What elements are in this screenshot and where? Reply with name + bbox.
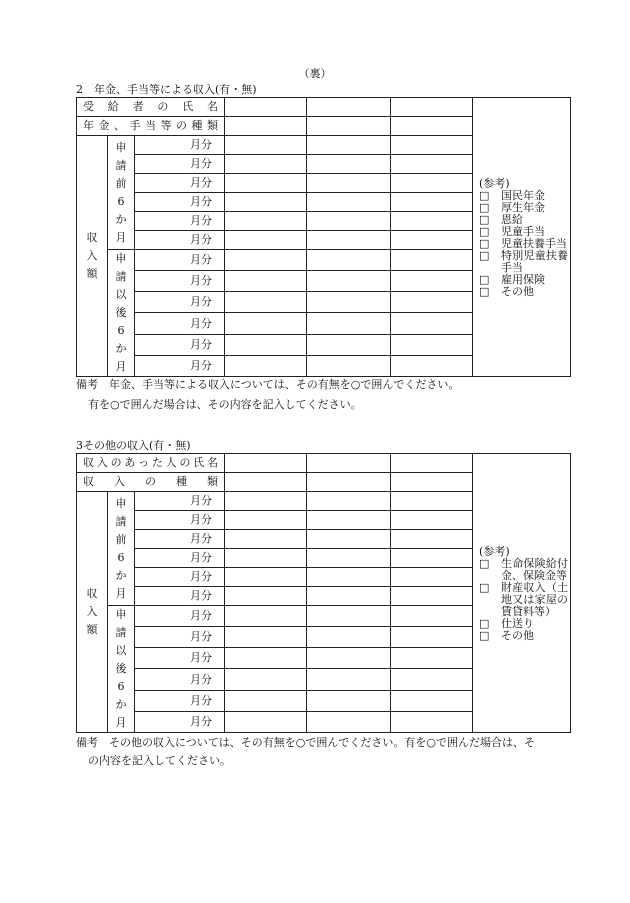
- amount-cell-3[interactable]: [391, 136, 473, 155]
- month-cell[interactable]: 月分: [135, 212, 225, 231]
- amount-cell-1[interactable]: [225, 313, 307, 334]
- amount-cell-2[interactable]: [307, 511, 391, 530]
- reference-item-label: 恩給: [501, 213, 524, 226]
- month-cell[interactable]: 月分: [135, 155, 225, 174]
- month-cell[interactable]: 月分: [135, 568, 225, 587]
- month-cell[interactable]: 月分: [135, 292, 225, 313]
- section2-note-line2: の内容を記入してください。: [88, 754, 231, 767]
- month-cell[interactable]: 月分: [135, 193, 225, 212]
- amount-cell-3[interactable]: [391, 492, 473, 511]
- amount-cell-3[interactable]: [391, 334, 473, 355]
- amount-cell-3[interactable]: [391, 313, 473, 334]
- name-cell-2[interactable]: [307, 454, 391, 473]
- month-cell[interactable]: 月分: [135, 549, 225, 568]
- amount-cell-3[interactable]: [391, 292, 473, 313]
- reference-item-label: 生命保険給付金、保険金等: [501, 557, 569, 582]
- reference-item: [479, 630, 568, 642]
- amount-cell-1[interactable]: [225, 606, 307, 627]
- amount-cell-3[interactable]: [391, 627, 473, 648]
- checkbox-icon[interactable]: □: [479, 617, 490, 630]
- reference-item: [479, 250, 568, 274]
- type-cell-1[interactable]: [225, 473, 307, 492]
- amount-cell-2[interactable]: [307, 250, 391, 271]
- amount-cell-2[interactable]: [307, 530, 391, 549]
- amount-cell-3[interactable]: [391, 271, 473, 292]
- checkbox-icon[interactable]: □: [479, 557, 490, 570]
- amount-cell-1[interactable]: [225, 568, 307, 587]
- type-label: 年金、手当等の種類: [77, 117, 225, 136]
- checkbox-icon[interactable]: □: [479, 201, 490, 214]
- amount-cell-3[interactable]: [391, 606, 473, 627]
- table-row: [77, 454, 571, 473]
- reference-item: [479, 286, 568, 298]
- amount-label: 収 入 額: [77, 136, 108, 377]
- amount-cell-1[interactable]: [225, 193, 307, 212]
- reference-item-label: 児童手当: [501, 225, 546, 238]
- month-cell[interactable]: 月分: [135, 136, 225, 155]
- amount-label: 収 入 額: [77, 492, 108, 733]
- name-cell-3[interactable]: [391, 454, 473, 473]
- name-cell-1[interactable]: [225, 98, 307, 117]
- after-application-label: 申 請 以 後 6 か 月: [108, 250, 135, 377]
- other-income-table: [76, 453, 571, 733]
- amount-cell-3[interactable]: [391, 587, 473, 606]
- amount-cell-2[interactable]: [307, 606, 391, 627]
- table-row: [77, 98, 571, 117]
- amount-cell-2[interactable]: [307, 492, 391, 511]
- amount-cell-1[interactable]: [225, 355, 307, 376]
- amount-cell-1[interactable]: [225, 711, 307, 732]
- amount-cell-2[interactable]: [307, 587, 391, 606]
- amount-cell-1[interactable]: [225, 530, 307, 549]
- section1-note-line2: 有を○で囲んだ場合は、その内容を記入してください。: [88, 398, 362, 411]
- reference-item-label: その他: [501, 629, 535, 642]
- reference-item: [479, 558, 568, 582]
- amount-cell-1[interactable]: [225, 627, 307, 648]
- reference-list: [473, 98, 571, 377]
- amount-cell-1[interactable]: [225, 136, 307, 155]
- month-cell[interactable]: 月分: [135, 690, 225, 711]
- reference-item-label: 財産収入（土地又は家屋の賃貸料等）: [501, 581, 569, 618]
- amount-cell-2[interactable]: [307, 313, 391, 334]
- checkbox-icon[interactable]: □: [479, 249, 490, 262]
- reference-item-label: 厚生年金: [501, 201, 546, 214]
- amount-cell-3[interactable]: [391, 648, 473, 669]
- month-cell[interactable]: 月分: [135, 313, 225, 334]
- amount-cell-2[interactable]: [307, 568, 391, 587]
- amount-cell-2[interactable]: [307, 174, 391, 193]
- amount-cell-2[interactable]: [307, 155, 391, 174]
- amount-cell-3[interactable]: [391, 549, 473, 568]
- type-cell-2[interactable]: [307, 117, 391, 136]
- amount-cell-1[interactable]: [225, 492, 307, 511]
- month-cell[interactable]: 月分: [135, 174, 225, 193]
- name-label: 収入のあった人の氏名: [77, 454, 225, 473]
- type-label: 収入の種類: [77, 473, 225, 492]
- month-cell[interactable]: 月分: [135, 355, 225, 376]
- checkbox-icon[interactable]: □: [479, 581, 490, 594]
- amount-cell-2[interactable]: [307, 690, 391, 711]
- reference-item-label: 特別児童扶養手当: [501, 249, 569, 274]
- amount-cell-3[interactable]: [391, 212, 473, 231]
- month-cell[interactable]: 月分: [135, 271, 225, 292]
- month-cell[interactable]: 月分: [135, 648, 225, 669]
- amount-cell-2[interactable]: [307, 334, 391, 355]
- amount-cell-1[interactable]: [225, 231, 307, 250]
- amount-cell-3[interactable]: [391, 174, 473, 193]
- amount-cell-1[interactable]: [225, 155, 307, 174]
- month-cell[interactable]: 月分: [135, 511, 225, 530]
- reference-item-label: 仕送り: [501, 617, 535, 630]
- amount-cell-2[interactable]: [307, 355, 391, 376]
- before-application-label: 申 請 前 6 か 月: [108, 492, 135, 606]
- amount-cell-2[interactable]: [307, 193, 391, 212]
- section1-title: 2 年金、手当等による収入(有・無): [76, 83, 257, 96]
- checkbox-icon[interactable]: □: [479, 273, 490, 286]
- month-cell[interactable]: 月分: [135, 587, 225, 606]
- before-application-label: 申 請 前 6 か 月: [108, 136, 135, 250]
- month-cell[interactable]: 月分: [135, 231, 225, 250]
- section2-title: 3その他の収入(有・無): [76, 439, 191, 452]
- amount-cell-1[interactable]: [225, 587, 307, 606]
- amount-cell-1[interactable]: [225, 690, 307, 711]
- amount-cell-3[interactable]: [391, 193, 473, 212]
- amount-cell-2[interactable]: [307, 648, 391, 669]
- amount-cell-2[interactable]: [307, 627, 391, 648]
- amount-cell-1[interactable]: [225, 174, 307, 193]
- name-cell-1[interactable]: [225, 454, 307, 473]
- amount-cell-2[interactable]: [307, 549, 391, 568]
- amount-cell-1[interactable]: [225, 511, 307, 530]
- reference-title: (参考): [479, 545, 510, 558]
- amount-cell-2[interactable]: [307, 669, 391, 690]
- month-cell[interactable]: 月分: [135, 669, 225, 690]
- month-cell[interactable]: 月分: [135, 250, 225, 271]
- amount-cell-1[interactable]: [225, 271, 307, 292]
- checkbox-icon[interactable]: □: [479, 213, 490, 226]
- amount-cell-2[interactable]: [307, 711, 391, 732]
- page-side-label: （裏）: [298, 67, 332, 80]
- reference-item-label: その他: [501, 285, 535, 298]
- pension-income-table: [76, 97, 571, 377]
- amount-cell-3[interactable]: [391, 511, 473, 530]
- amount-cell-3[interactable]: [391, 250, 473, 271]
- amount-cell-2[interactable]: [307, 271, 391, 292]
- type-cell-1[interactable]: [225, 117, 307, 136]
- amount-cell-2[interactable]: [307, 212, 391, 231]
- type-cell-3[interactable]: [391, 117, 473, 136]
- amount-cell-1[interactable]: [225, 669, 307, 690]
- reference-item-label: 児童扶養手当: [501, 237, 568, 250]
- after-application-label: 申 請 以 後 6 か 月: [108, 606, 135, 733]
- name-cell-2[interactable]: [307, 98, 391, 117]
- amount-cell-3[interactable]: [391, 231, 473, 250]
- amount-cell-3[interactable]: [391, 669, 473, 690]
- amount-cell-3[interactable]: [391, 155, 473, 174]
- amount-cell-2[interactable]: [307, 231, 391, 250]
- amount-cell-1[interactable]: [225, 549, 307, 568]
- checkbox-icon[interactable]: □: [479, 237, 490, 250]
- name-label: 受給者の氏名: [77, 98, 225, 117]
- reference-item: [479, 202, 568, 214]
- reference-title: (参考): [479, 177, 510, 190]
- amount-cell-3[interactable]: [391, 355, 473, 376]
- month-cell[interactable]: 月分: [135, 711, 225, 732]
- month-cell[interactable]: 月分: [135, 492, 225, 511]
- reference-list: [473, 454, 571, 733]
- checkbox-icon[interactable]: □: [479, 189, 490, 202]
- reference-item: [479, 582, 568, 618]
- section1-note-line1: 備考 年金、手当等による収入については、その有無を○で囲んでください。: [76, 378, 460, 391]
- checkbox-icon[interactable]: □: [479, 225, 490, 238]
- type-cell-2[interactable]: [307, 473, 391, 492]
- type-cell-3[interactable]: [391, 473, 473, 492]
- section2-note-line1: 備考 その他の収入については、その有無を○で囲んでください。有を○で囲んだ場合は、そ: [76, 736, 535, 749]
- reference-item-label: 国民年金: [501, 189, 546, 202]
- amount-cell-2[interactable]: [307, 136, 391, 155]
- amount-cell-1[interactable]: [225, 334, 307, 355]
- month-cell[interactable]: 月分: [135, 627, 225, 648]
- amount-cell-1[interactable]: [225, 212, 307, 231]
- amount-cell-1[interactable]: [225, 292, 307, 313]
- name-cell-3[interactable]: [391, 98, 473, 117]
- reference-item-label: 雇用保険: [501, 273, 546, 286]
- month-cell[interactable]: 月分: [135, 530, 225, 549]
- amount-cell-3[interactable]: [391, 711, 473, 732]
- amount-cell-1[interactable]: [225, 648, 307, 669]
- checkbox-icon[interactable]: □: [479, 285, 490, 298]
- checkbox-icon[interactable]: □: [479, 629, 490, 642]
- amount-cell-3[interactable]: [391, 568, 473, 587]
- month-cell[interactable]: 月分: [135, 334, 225, 355]
- amount-cell-3[interactable]: [391, 690, 473, 711]
- month-cell[interactable]: 月分: [135, 606, 225, 627]
- amount-cell-2[interactable]: [307, 292, 391, 313]
- amount-cell-3[interactable]: [391, 530, 473, 549]
- amount-cell-1[interactable]: [225, 250, 307, 271]
